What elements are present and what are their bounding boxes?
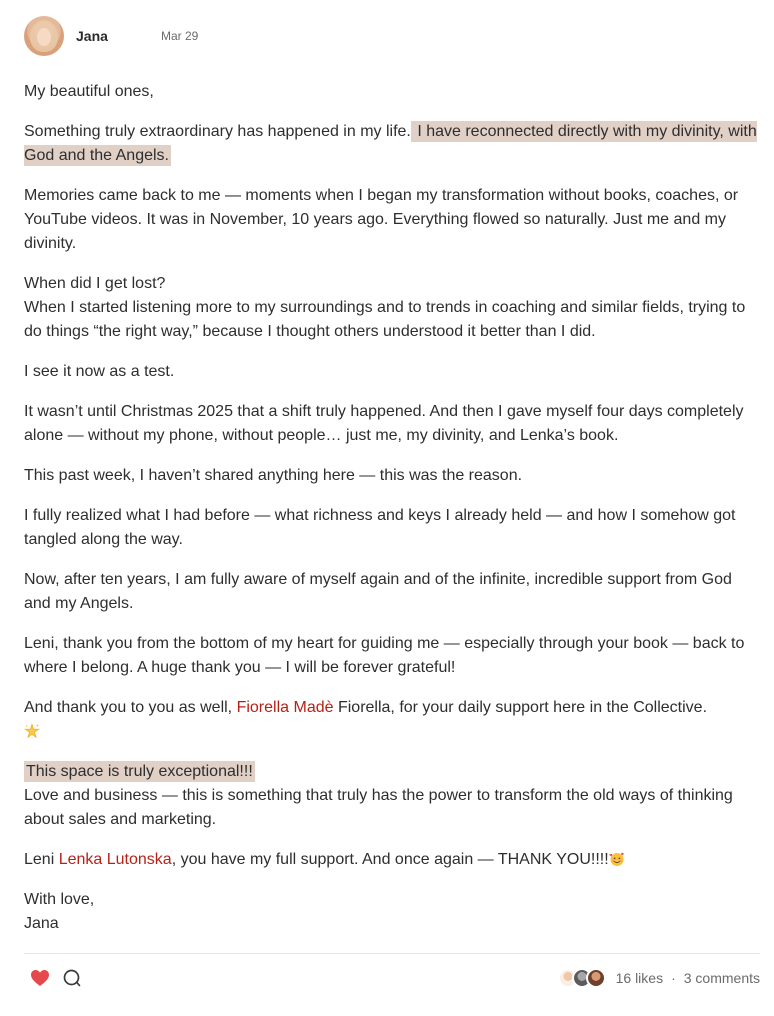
mention-link[interactable]: Fiorella Madè <box>236 699 334 716</box>
paragraph <box>24 696 760 744</box>
text: It wasn’t until Christmas 2025 that a shift truly happened. And then I gave myself four days completely alone — without my phone, without people… just me, my divinity, and Lenka’s book. <box>24 403 744 444</box>
likes-count[interactable]: 16 likes <box>615 970 664 986</box>
paragraph <box>24 568 760 616</box>
text: My beautiful ones, <box>24 83 154 100</box>
avatar <box>586 968 606 988</box>
text: Jana <box>24 915 59 932</box>
text: When I started listening more to my surroundings and to trends in coaching and similar fields, trying to do things “the right way,” because I thought others understood it better than I did. <box>24 299 746 340</box>
paragraph <box>24 272 760 344</box>
text: With love, <box>24 891 95 908</box>
post <box>24 16 760 952</box>
paragraph <box>24 184 760 256</box>
heart-icon <box>30 969 50 987</box>
author-avatar[interactable] <box>24 16 64 56</box>
paragraph <box>24 632 760 680</box>
comment-bubble-icon <box>62 968 82 988</box>
post-stats <box>558 966 760 990</box>
text: Something truly extraordinary has happened in my life. <box>24 123 411 140</box>
text: Leni, thank you from the bottom of my heart for guiding me — especially through your book — back to where I belong. A huge thank you — I will be forever grateful! <box>24 635 745 676</box>
paragraph <box>24 120 760 168</box>
highlighted-text: This space is truly exceptional!!! <box>26 763 253 780</box>
liker-avatars[interactable] <box>558 968 606 988</box>
text: Love and business — this is something that truly has the power to transform the old ways of thinking about sales and marketing. <box>24 787 733 828</box>
post-footer <box>24 953 760 1010</box>
mention-link[interactable]: Lenka Lutonska <box>58 851 172 868</box>
author-name[interactable]: Jana <box>76 28 108 44</box>
text: When did I get lost? <box>24 275 166 292</box>
text: , you have my full support. And once again — THANK YOU!!!! <box>171 851 609 868</box>
smiling-face-with-hearts-emoji <box>609 851 625 867</box>
text: This past week, I haven’t shared anything here — this was the reason. <box>24 467 523 484</box>
text: Fiorella, for your daily support here in the Collective. <box>333 699 708 716</box>
post-body <box>24 80 760 936</box>
text: I fully realized what I had before — what richness and keys I already held — and how I somehow got tangled along the way. <box>24 507 736 548</box>
paragraph <box>24 888 760 936</box>
post-header <box>24 16 760 56</box>
paragraph <box>24 760 760 832</box>
paragraph <box>24 848 760 872</box>
text: Leni <box>24 851 59 868</box>
comment-button[interactable] <box>60 966 84 990</box>
separator: · <box>671 970 676 986</box>
text: And thank you to you as well, <box>24 699 237 716</box>
like-button[interactable] <box>28 966 52 990</box>
text: Memories came back to me — moments when I began my transformation without books, coaches, or YouTube videos. It was in November, 10 years ago. Everything flowed so naturally. Just me and my divinity. <box>24 187 739 252</box>
paragraph <box>24 400 760 448</box>
paragraph <box>24 360 760 384</box>
paragraph <box>24 504 760 552</box>
text: I see it now as a test. <box>24 363 175 380</box>
post-actions <box>28 966 92 990</box>
sparkle-star-emoji <box>24 723 40 739</box>
paragraph <box>24 464 760 488</box>
highlighted-text: I have reconnected directly with my divinity, with God and the Angels. <box>24 123 757 164</box>
comments-count[interactable]: 3 comments <box>683 970 760 986</box>
post-date: Mar 29 <box>161 29 199 43</box>
text: Now, after ten years, I am fully aware of myself again and of the infinite, incredible support from God and my Angels. <box>24 571 732 612</box>
paragraph <box>24 80 760 104</box>
